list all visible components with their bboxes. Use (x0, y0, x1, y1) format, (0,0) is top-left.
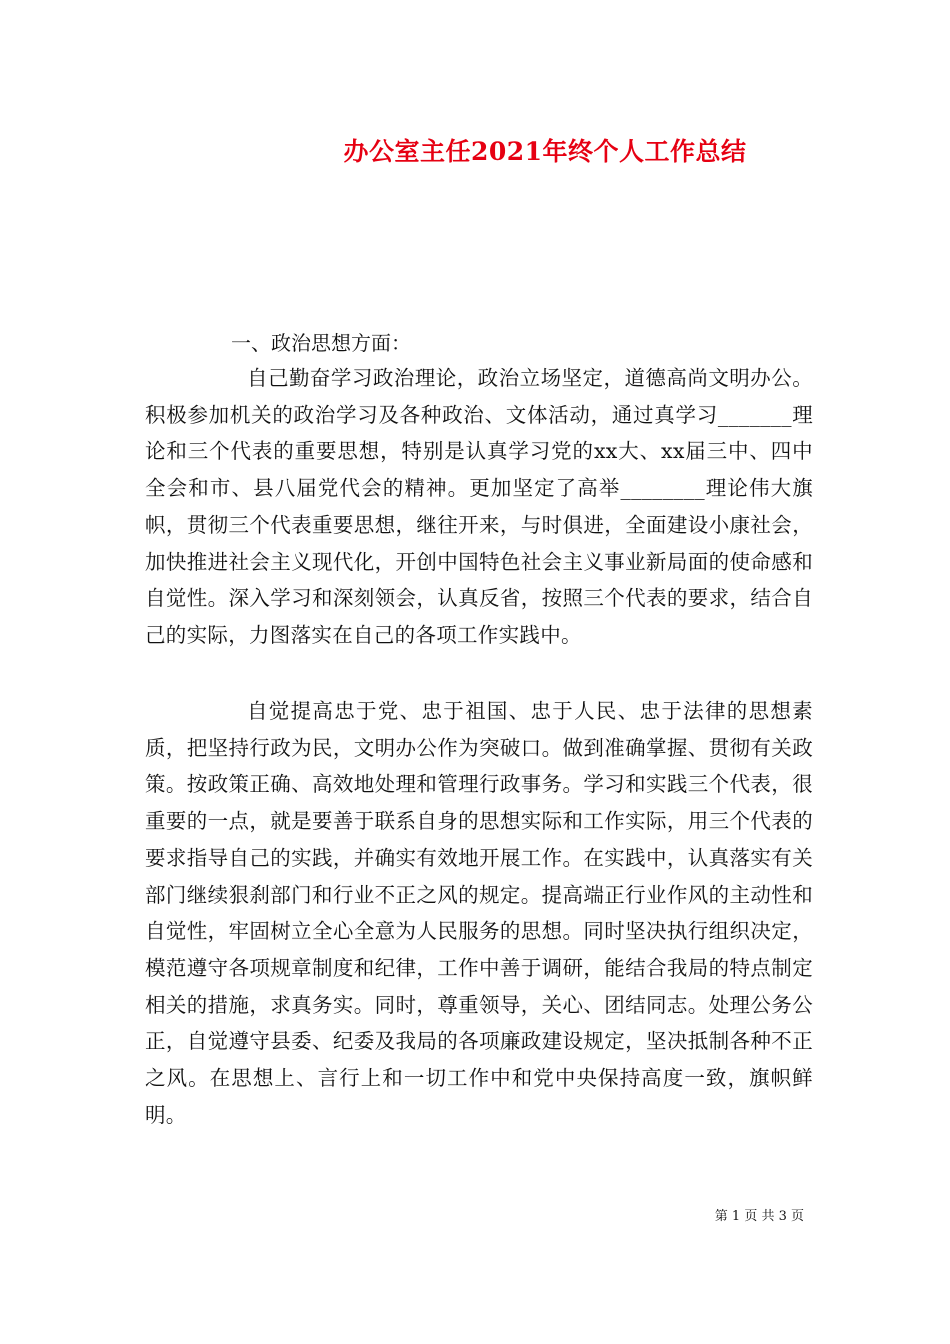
section-heading: 一、政治思想方面： (231, 331, 411, 355)
page-number: 第 1 页 共 3 页 (714, 1209, 804, 1224)
page-title: 办公室主任2021年终个人工作总结 (343, 137, 747, 166)
paragraph-2: 自觉提高忠于党、忠于祖国、忠于人民、忠于法律的思想素质，把坚持行政为民，文明办公作为突破口。做到准确掌握、贯彻有关政策。按政策正确、高效地处理和管理行政事务。学习和实践三个代表，很重要的一点，就是要善于联系自身的思想实际和工作实际，用三个代表的要求指导自己的实践，并确实有效地开展工作。在实践中，认真落实有关部门继续狠刹部门和行业不正之风的规定。提高端正行业作风的主动性和自觉性，牢固树立全心全意为人民服务的思想。同时坚决执行组织决定，模范遵守各项规章制度和纪律，工作中善于调研，能结合我局的特点制定相关的措施，求真务实。同时，尊重领导，关心、团结同志。处理公务公正，自觉遵守县委、纪委及我局的各项廉政建设规定，坚决抵制各种不正之风。在思想上、言行上和一切工作中和党中央保持高度一致，旗帜鲜明。 (145, 699, 813, 1127)
paragraph-1: 自己勤奋学习政治理论，政治立场坚定，道德高尚文明办公。积极参加机关的政治学习及各种政治、文体活动，通过真学习_______理论和三个代表的重要思想，特别是认真学习党的xx大、xx届三中、四中全会和市、县八届党代会的精神。更加坚定了高举________理论伟大旗帜，贯彻三个代表重要思想，继往开来，与时俱进，全面建设小康社会，加快推进社会主义现代化，开创中国特色社会主义事业新局面的使命感和自觉性。深入学习和深刻领会，认真反省，按照三个代表的要求，结合自己的实际，力图落实在自己的各项工作实践中。 (145, 366, 813, 647)
